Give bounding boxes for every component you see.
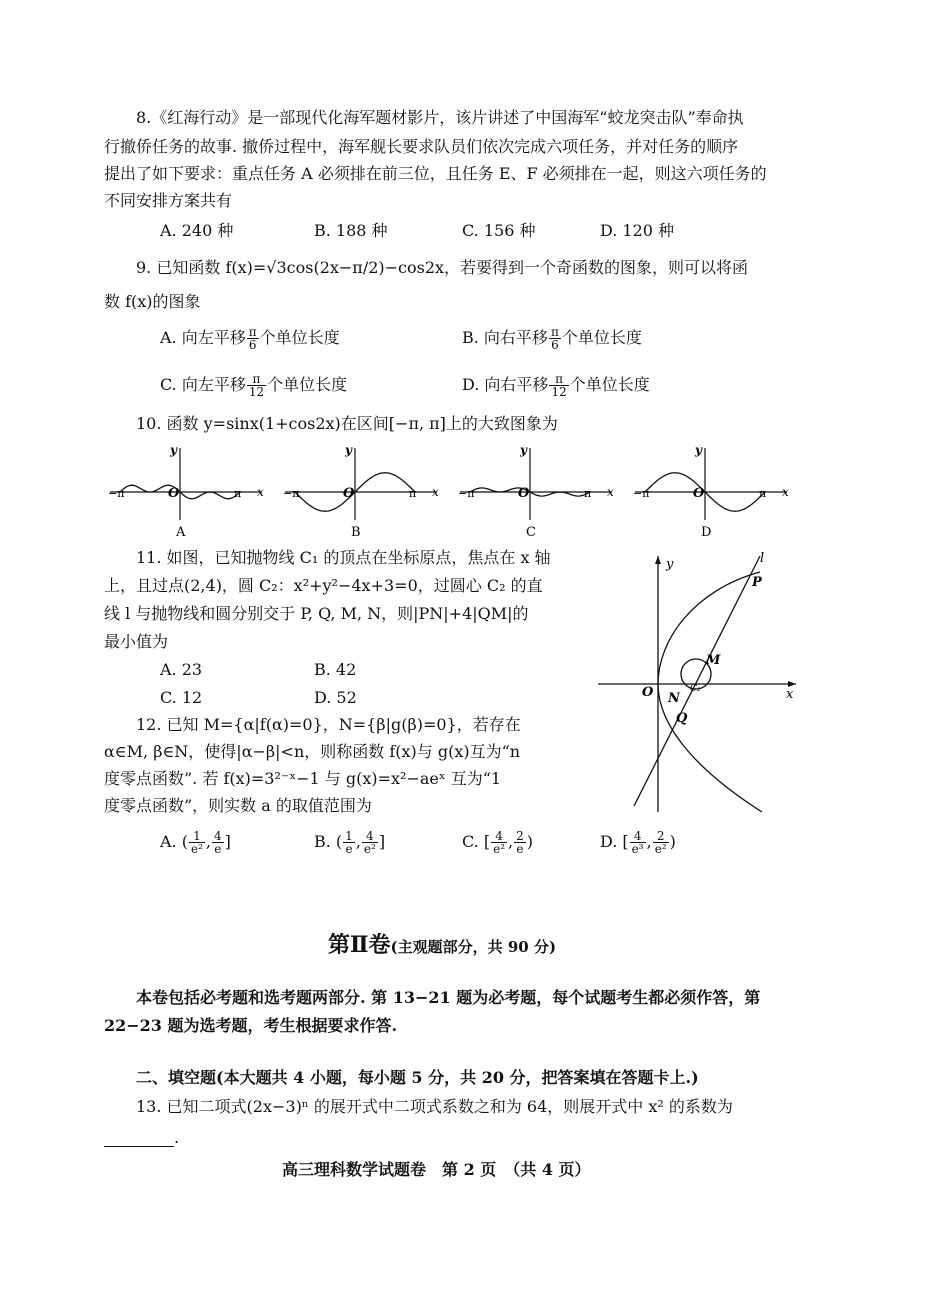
q8-option-c: C. 156 种 — [462, 221, 536, 240]
q10-c-neg-pi: −π — [458, 487, 475, 500]
q12-a-d2: e — [214, 842, 222, 856]
q10-c-x-label: x — [607, 485, 614, 499]
q9-option-a-fraction — [247, 326, 259, 351]
q12-d-n1: 4 — [630, 830, 646, 843]
q11-fig-m: M — [706, 653, 721, 668]
q10-b-x-label: x — [432, 485, 439, 499]
q10-a-y-label: y — [170, 443, 177, 457]
q11-option-b: B. 42 — [314, 660, 357, 679]
q9-b-num: π — [550, 325, 559, 339]
q12-option-c: C. [ $\frac{4}{\text{e²}}$ , $\frac{2}{e}$ ) — [462, 829, 533, 856]
q12-d-d1: e³ — [631, 842, 644, 856]
q8-line4: 不同安排方案共有 — [104, 191, 233, 210]
q10-a-x-label: x — [257, 485, 264, 499]
q11-fig-c2: C₂ — [690, 684, 701, 694]
q12-line4: 度零点函数”，则实数 a 的取值范围为 — [104, 796, 372, 815]
q9-option-c-fraction — [247, 373, 266, 398]
q9-a-num: π — [248, 325, 257, 339]
q12-line1: 12. 已知 M={α|f(α)=0}，N={β|g(β)=0}，若存在 — [136, 715, 521, 734]
q11-option-d: D. 52 — [314, 688, 357, 707]
q10-a-origin: O — [168, 486, 180, 501]
q11-y-arrow-icon — [655, 556, 661, 564]
q9-option-d-pre: D. 向右平移 — [462, 375, 549, 394]
q9-d-den: 12 — [551, 385, 567, 399]
q12-a-post: ] — [224, 832, 231, 851]
q10-a-pos-pi: π — [234, 487, 242, 500]
q12-b-d2: e² — [363, 842, 376, 856]
q11-fig-x: x — [786, 687, 794, 702]
q12-c-d2: e — [516, 842, 524, 856]
q10-label-a: A — [176, 525, 186, 540]
q9-option-a-post: 个单位长度 — [259, 328, 340, 347]
q10-label-d: D — [701, 525, 712, 540]
q12-b-frac1 — [343, 830, 355, 855]
q8-line1: 8.《红海行动》是一部现代化海军题材影片，该片讲述了中国海军“蛟龙突击队”奉命执 — [136, 108, 744, 127]
q12-c-post: ) — [526, 832, 533, 851]
q10-d-y-label: y — [695, 443, 702, 457]
q12-c-d1: e² — [493, 842, 506, 856]
q11-fig-p: P — [752, 575, 762, 590]
q13-line1: 13. 已知二项式(2x−3)ⁿ 的展开式中二项式系数之和为 64，则展开式中 x² 的系数为 — [136, 1097, 733, 1116]
q10-graph-options — [100, 438, 800, 542]
q12-a-n2: 4 — [213, 829, 222, 843]
q9-c-den: 12 — [248, 385, 265, 399]
q12-b-frac2 — [362, 830, 378, 855]
q10-b-pos-pi: π — [409, 487, 417, 500]
q9-option-d — [462, 372, 650, 398]
q9-b-den: 6 — [551, 338, 559, 352]
q11-line3: 线 l 与抛物线和圆分别交于 P, Q, M, N，则|PN|+4|QM|的 — [104, 604, 529, 623]
q12-d-post: ) — [669, 832, 676, 851]
q11-line4: 最小值为 — [104, 632, 169, 651]
q8-option-b: B. 188 种 — [314, 221, 388, 240]
q12-option-a: A. ( $\frac{1}{\text{e²}}$ , $\frac{4}{e}$ ] — [160, 829, 231, 856]
q12-c-pre: C. [ — [462, 832, 491, 851]
q11-line2: 上，且过点(2,4)，圆 C₂：x²+y²−4x+3=0，过圆心 C₂ 的直 — [104, 576, 543, 595]
q12-line2: α∈M, β∈N，使得|α−β|<n，则称函数 f(x)与 g(x)互为“n — [104, 742, 521, 761]
q10-c-origin: O — [518, 486, 530, 501]
q12-b-n1: 1 — [345, 829, 353, 843]
q9-option-c-pre: C. 向左平移 — [160, 375, 246, 394]
q9-option-d-post: 个单位长度 — [569, 375, 650, 394]
q12-b-d1: e — [345, 842, 353, 856]
q8-line2: 行撤侨任务的故事. 撤侨过程中，海军舰长要求队员们依次完成六项任务，并对任务的顺序 — [104, 137, 739, 156]
q12-option-d: D. [ $\frac{4}{\text{e³}}$ , $\frac{2}{\text{e²}}$ ) — [600, 829, 676, 856]
q10-d-origin: O — [693, 486, 705, 501]
q11-line-l — [634, 556, 760, 806]
q8-option-d: D. 120 种 — [600, 221, 675, 240]
q10-b-y-label: y — [345, 443, 352, 457]
q10-d-x-label: x — [782, 485, 789, 499]
q9-option-c — [160, 372, 347, 398]
part2-intro-line1: 本卷包括必考题和选考题两部分. 第 13−21 题为必考题，每个试题考生都必须作答，第 — [136, 988, 761, 1007]
q10-d-neg-pi: −π — [633, 487, 650, 500]
q12-b-n2: 4 — [362, 830, 378, 843]
q12-a-n1: 1 — [189, 830, 205, 843]
q9-d-num: π — [549, 373, 568, 386]
q12-d-frac1 — [630, 830, 646, 855]
q12-a-pre: A. ( — [160, 832, 188, 851]
q9-option-b — [462, 325, 642, 351]
q12-a-d1: e² — [190, 842, 203, 856]
q10-d-pos-pi: π — [759, 487, 767, 500]
q9-option-c-post: 个单位长度 — [267, 375, 348, 394]
q11-fig-y: y — [666, 557, 674, 572]
q10-line1: 10. 函数 y=sinx(1+cos2x)在区间[−π, π]上的大致图象为 — [136, 414, 558, 433]
q9-option-b-post: 个单位长度 — [561, 328, 642, 347]
q11-option-c: C. 12 — [160, 688, 203, 707]
q12-b-pre: B. ( — [314, 832, 343, 851]
q12-d-frac2 — [653, 830, 669, 855]
q11-fig-o: O — [642, 685, 654, 700]
q9-option-a — [160, 325, 340, 351]
q9-a-den: 6 — [248, 338, 257, 352]
part2-subtitle: (主观题部分，共 90 分) — [390, 938, 557, 956]
q12-d-pre: D. [ — [600, 832, 629, 851]
part2-heading — [328, 928, 556, 959]
q10-c-y-label: y — [520, 443, 527, 457]
q12-a-frac2 — [212, 830, 224, 855]
q10-b-origin: O — [343, 486, 355, 501]
q12-c-n1: 4 — [491, 830, 507, 843]
q9-option-b-fraction — [549, 326, 561, 351]
q10-b-neg-pi: −π — [283, 487, 300, 500]
q9-c-num: π — [247, 373, 266, 386]
q11-fig-l: l — [760, 551, 765, 566]
part2-title: 第Ⅱ卷 — [328, 932, 391, 958]
q12-c-frac2 — [514, 830, 526, 855]
q11-line1: 11. 如图，已知抛物线 C₁ 的顶点在坐标原点，焦点在 x 轴 — [136, 548, 551, 567]
q10-a-neg-pi: −π — [108, 487, 125, 500]
q10-c-pos-pi: π — [584, 487, 592, 500]
q10-label-b: B — [351, 525, 361, 540]
q9-option-b-pre: B. 向右平移 — [462, 328, 548, 347]
q9-option-a-pre: A. 向左平移 — [160, 328, 246, 347]
q12-a-frac1 — [189, 830, 205, 855]
q12-line3: 度零点函数”. 若 f(x)=3²⁻ˣ−1 与 g(x)=x²−aeˣ 互为“1 — [104, 769, 502, 788]
q12-c-frac1 — [491, 830, 507, 855]
q12-b-post: ] — [378, 832, 386, 851]
q13-blank-period: . — [174, 1128, 180, 1147]
q12-option-b: B. ( $\frac{1}{e}$ , $\frac{4}{\text{e²}}$ ] — [314, 829, 386, 856]
q11-fig-n: N — [668, 691, 680, 706]
q11-figure — [594, 550, 804, 816]
q11-option-a: A. 23 — [160, 660, 203, 679]
q8-line3: 提出了如下要求：重点任务 A 必须排在前三位，且任务 E、F 必须排在一起，则这六项任务的 — [104, 164, 767, 183]
part2-intro-line2: 22−23 题为选考题，考生根据要求作答. — [104, 1016, 398, 1035]
page-footer: 高三理科数学试题卷 第 2 页 （共 4 页） — [282, 1160, 591, 1179]
q8-option-a: A. 240 种 — [160, 221, 234, 240]
q13-answer-blank — [104, 1140, 174, 1147]
q12-d-d2: e² — [654, 842, 667, 856]
q12-d-n2: 2 — [653, 830, 669, 843]
q10-label-c: C — [526, 525, 536, 540]
q12-c-n2: 2 — [516, 829, 524, 843]
q11-fig-q: Q — [676, 711, 688, 726]
q9-option-d-fraction — [549, 373, 568, 398]
fill-in-section-heading: 二、填空题(本大题共 4 小题，每小题 5 分，共 20 分，把答案填在答题卡上.) — [136, 1068, 699, 1087]
q9-line2: 数 f(x)的图象 — [104, 292, 201, 311]
q9-line1: 9. 已知函数 f(x)=√3cos(2x−π/2)−cos2x，若要得到一个奇函数的图象，则可以将函 — [136, 258, 749, 277]
